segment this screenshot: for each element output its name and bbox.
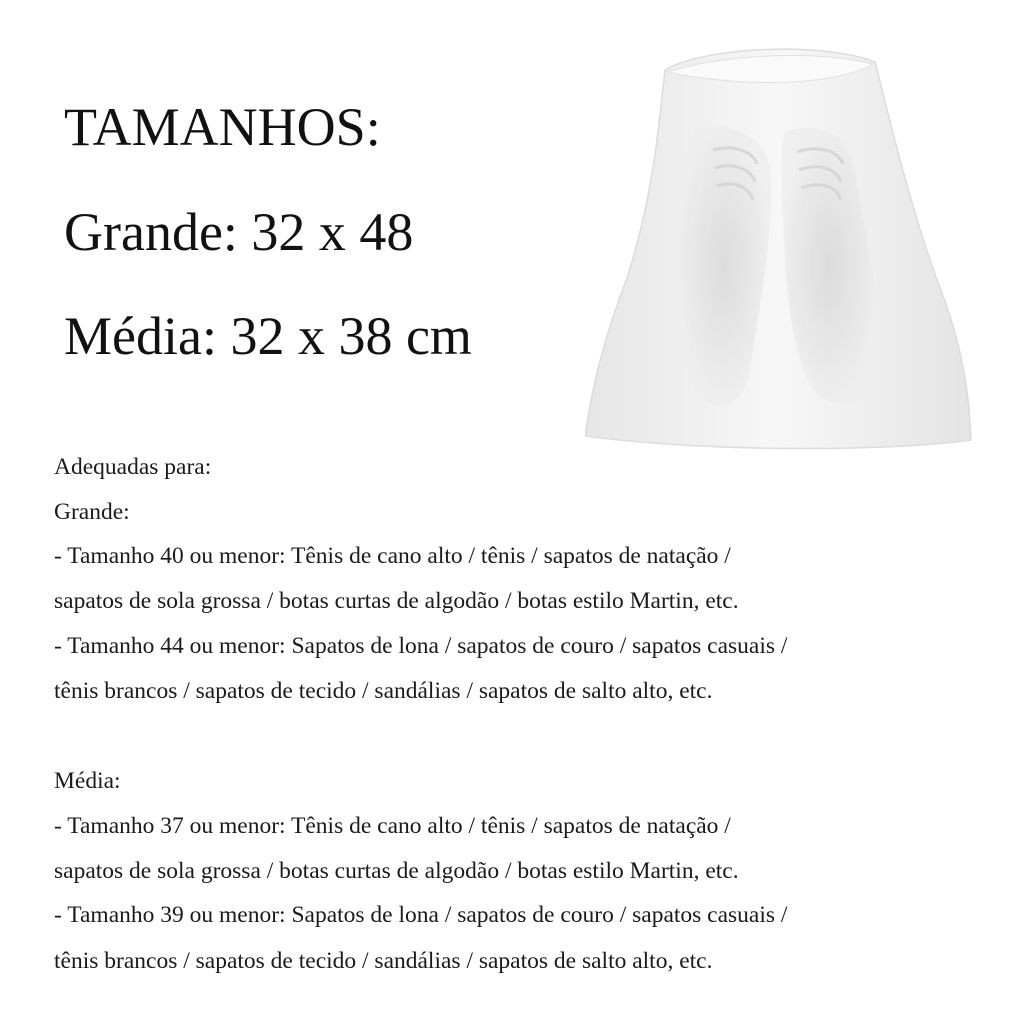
media-line-4: tênis brancos / sapatos de tecido / sandálias / sapatos de salto alto, etc.: [54, 948, 713, 974]
shoe-dust-bag-icon: [585, 40, 975, 450]
media-heading: Média:: [54, 768, 121, 794]
media-size: Média: 32 x 38 cm: [64, 306, 472, 366]
grande-size: Grande: 32 x 48: [64, 202, 414, 262]
bag-body: [585, 49, 971, 448]
grande-line-1: - Tamanho 40 ou menor: Tênis de cano alto / tênis / sapatos de natação /: [54, 543, 731, 569]
grande-line-4: tênis brancos / sapatos de tecido / sandálias / sapatos de salto alto, etc.: [54, 678, 713, 704]
grande-line-3: - Tamanho 44 ou menor: Sapatos de lona / sapatos de couro / sapatos casuais /: [54, 633, 788, 659]
media-line-2: sapatos de sola grossa / botas curtas de algodão / botas estilo Martin, etc.: [54, 858, 739, 884]
intro-label: Adequadas para:: [54, 454, 212, 480]
page-title: TAMANHOS:: [64, 97, 381, 157]
media-line-3: - Tamanho 39 ou menor: Sapatos de lona / sapatos de couro / sapatos casuais /: [54, 902, 788, 928]
media-line-1: - Tamanho 37 ou menor: Tênis de cano alto / tênis / sapatos de natação /: [54, 813, 731, 839]
grande-heading: Grande:: [54, 499, 130, 525]
grande-line-2: sapatos de sola grossa / botas curtas de algodão / botas estilo Martin, etc.: [54, 588, 739, 614]
